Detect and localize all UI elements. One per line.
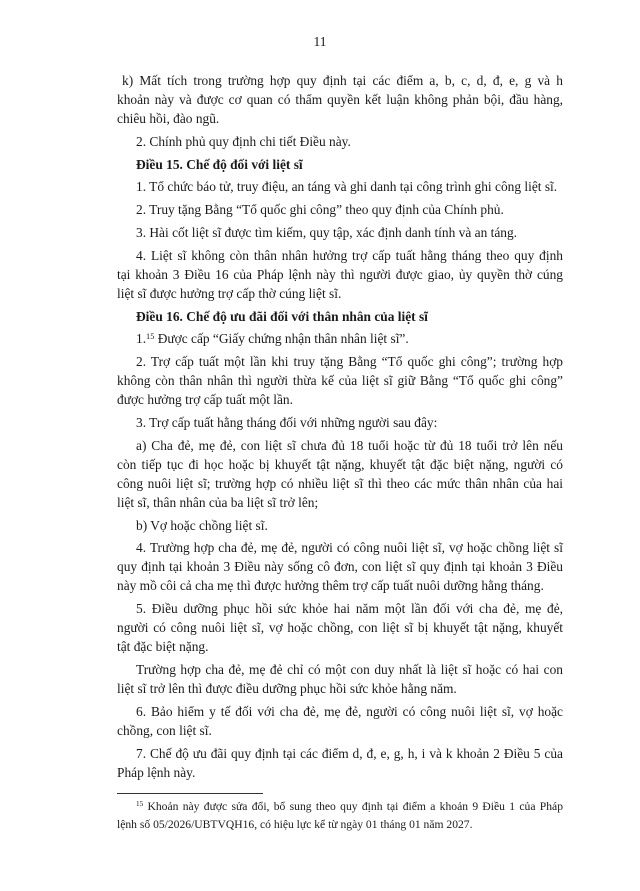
article-16-point-b bbox=[117, 516, 563, 535]
footnote bbox=[117, 798, 563, 834]
text-line: 2. Truy tặng Bằng “Tổ quốc ghi công” theo quy định của Chính phủ. bbox=[136, 202, 504, 218]
text-line bbox=[117, 329, 563, 348]
text-line: liệt sĩ, thân nhân của ba liệt sĩ trở lên; bbox=[117, 494, 319, 510]
text-line bbox=[117, 798, 563, 816]
text-line: 3. Trợ cấp tuất hằng tháng đối với những người sau đây: bbox=[136, 414, 438, 430]
footnote-ref: 15 bbox=[146, 331, 155, 341]
text-line: chồng, con liệt sĩ. bbox=[117, 722, 212, 738]
text-line: lệnh số 05/2026/UBTVQH16, có hiệu lực kể từ ngày 01 tháng 01 năm 2027. bbox=[117, 818, 473, 831]
text-line: khoản này và được cơ quan có thẩm quyền kết luận không phản bội, đầu hàng, bbox=[117, 92, 563, 107]
article-16-clause-5 bbox=[117, 599, 563, 656]
text-line: 1. Tổ chức báo tử, truy điệu, an táng và ghi danh tại công trình ghi công liệt sĩ. bbox=[136, 179, 558, 195]
text-line: Pháp lệnh này. bbox=[117, 764, 196, 780]
article-15-clause-3 bbox=[117, 223, 563, 242]
article-16-clause-2 bbox=[117, 352, 563, 409]
page-number: 11 bbox=[313, 34, 327, 49]
text-line: 2. Chính phủ quy định chi tiết Điều này. bbox=[136, 133, 351, 149]
clause-text: Được cấp “Giấy chứng nhận thân nhân liệt sĩ”. bbox=[157, 331, 409, 347]
text-line: 4. Liệt sĩ không còn thân nhân hưởng trợ cấp tuất hằng tháng theo quy định bbox=[136, 247, 563, 263]
text-line: a) Cha đẻ, mẹ đẻ, con liệt sĩ chưa đủ 18 tuổi hoặc từ đủ 18 tuổi trở lên nếu bbox=[136, 437, 563, 453]
text-line: quy định tại khoản 3 Điều này sống cô đơn, con liệt sĩ quy định tại khoản 3 Điều bbox=[117, 559, 563, 575]
text-line: người có công nuôi liệt sĩ, vợ hoặc chồng, con liệt sĩ bị khuyết tật nặng, khuyết bbox=[117, 620, 563, 636]
footnote-separator bbox=[117, 793, 263, 794]
text-line: 5. Điều dưỡng phục hồi sức khỏe hai năm một lần đối với cha đẻ, mẹ đẻ, bbox=[136, 601, 563, 617]
article-15-heading bbox=[117, 155, 563, 174]
article-16-clause-6 bbox=[117, 702, 563, 740]
text-line: k) Mất tích trong trường hợp quy định tại các điểm a, b, c, d, đ, e, g và h bbox=[122, 73, 563, 88]
article-16-heading bbox=[117, 307, 563, 326]
article-heading: Điều 15. Chế độ đối với liệt sĩ bbox=[136, 156, 303, 172]
text-line: liệt sĩ trở lên thì được điều dưỡng phục hồi sức khỏe hằng năm. bbox=[117, 680, 457, 696]
point-k bbox=[117, 71, 563, 128]
article-15-clause-2 bbox=[117, 200, 563, 219]
article-15-clause-4 bbox=[117, 246, 563, 303]
footnote-number: 15 bbox=[136, 800, 144, 809]
article-15-clause-1 bbox=[117, 177, 563, 196]
text-line: b) Vợ hoặc chồng liệt sĩ. bbox=[136, 517, 268, 533]
text-line: chiêu hồi, đào ngũ. bbox=[117, 111, 220, 126]
text-line: Trường hợp cha đẻ, mẹ đẻ chỉ có một con duy nhất là liệt sĩ hoặc có hai con bbox=[136, 661, 563, 677]
article-16-clause-1 bbox=[117, 329, 563, 348]
article-16-point-a bbox=[117, 436, 563, 512]
article-heading: Điều 16. Chế độ ưu đãi đối với thân nhân của liệt sĩ bbox=[136, 308, 428, 324]
text-line: 7. Chế độ ưu đãi quy định tại các điểm d, đ, e, g, h, i và k khoản 2 Điều 5 của bbox=[136, 745, 563, 761]
text-line: công nuôi liệt sĩ; trường hợp có nhiều liệt sĩ thì theo các mức thân nhân của hai bbox=[117, 475, 563, 491]
page-body bbox=[117, 71, 563, 785]
text-line: 3. Hài cốt liệt sĩ được tìm kiếm, quy tập, xác định danh tính và an táng. bbox=[136, 224, 518, 240]
text-line: liệt sĩ được hưởng trợ cấp thờ cúng liệt sĩ. bbox=[117, 285, 342, 301]
text-line: 6. Bảo hiểm y tế đối với cha đẻ, mẹ đẻ, người có công nuôi liệt sĩ, vợ hoặc bbox=[136, 703, 563, 719]
text-line: 2. Trợ cấp tuất một lần khi truy tặng Bằng “Tổ quốc ghi công”; trường hợp bbox=[136, 354, 563, 370]
text-line: còn tiếp tục đi học hoặc bị khuyết tật nặng, khuyết tật đặc biệt nặng, người có bbox=[117, 456, 563, 472]
article-16-clause-5-continuation bbox=[117, 660, 563, 698]
clause-2 bbox=[117, 132, 563, 151]
clause-number: 1. bbox=[136, 331, 147, 347]
text-line: không còn thân nhân thì người thừa kế của liệt sĩ giữ Bằng “Tổ quốc ghi công” bbox=[117, 373, 563, 389]
text-line: tật đặc biệt nặng. bbox=[117, 639, 209, 655]
article-16-clause-3 bbox=[117, 413, 563, 432]
text-line: được hưởng trợ cấp tuất một lần. bbox=[117, 392, 293, 408]
text-line: này mồ côi cả cha mẹ thì được hưởng thêm trợ cấp tuất nuôi dưỡng hằng tháng. bbox=[117, 578, 544, 594]
article-16-clause-7 bbox=[117, 744, 563, 782]
footnote-text: Khoản này được sửa đổi, bổ sung theo quy định tại điểm a khoản 9 Điều 1 của Pháp bbox=[147, 800, 563, 813]
text-line: 4. Trường hợp cha đẻ, mẹ đẻ, người có công nuôi liệt sĩ, vợ hoặc chồng liệt sĩ bbox=[136, 540, 563, 556]
text-line: tại khoản 3 Điều 16 của Pháp lệnh này thì người được giao, ủy quyền thờ cúng bbox=[117, 266, 563, 282]
article-16-clause-4 bbox=[117, 538, 563, 595]
